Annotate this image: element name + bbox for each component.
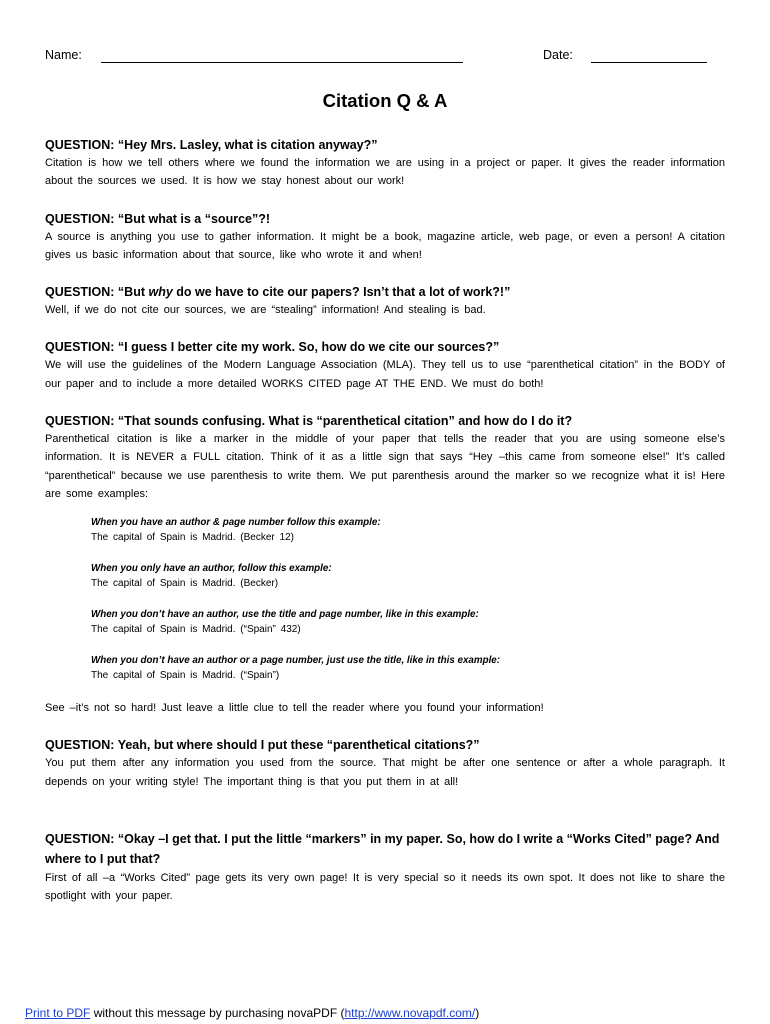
- question-2: QUESTION: “But what is a “source”?!: [45, 211, 271, 226]
- qa-block-2: [45, 210, 725, 265]
- footer-message: without this message by purchasing novaPDF (: [90, 1006, 345, 1020]
- date-blank-line: [591, 62, 707, 63]
- example-4-heading: When you don’t have an author or a page number, just use the title, like in this example:: [91, 655, 500, 667]
- document-body: [45, 136, 725, 924]
- novapdf-url-link[interactable]: http://www.novapdf.com/: [344, 1006, 476, 1020]
- example-3: [91, 607, 725, 638]
- example-2: [91, 561, 725, 592]
- answer-6: You put them after any information you used from the source. That might be after one sentence or after a whole paragraph. It depends on your writing style! The important thing is that you put them in at all!: [45, 757, 725, 788]
- example-2-heading: When you only have an author, follow this example:: [91, 563, 332, 575]
- qa-block-4: [45, 338, 725, 393]
- example-1-heading: When you have an author & page number follow this example:: [91, 517, 381, 529]
- print-to-pdf-link[interactable]: Print to PDF: [25, 1006, 91, 1020]
- date-label: Date:: [543, 48, 573, 62]
- name-date-header: [45, 48, 725, 68]
- answer-4: We will use the guidelines of the Modern Language Association (MLA). They tell us to use “parenthetical citation” in the BODY of our paper and to include a more detailed WORKS CITED page AT THE END. We must do both!: [45, 359, 725, 390]
- question-4: QUESTION: “I guess I better cite my work. So, how do we cite our sources?”: [45, 340, 500, 355]
- answer-2: A source is anything you use to gather information. It might be a book, magazine article, web page, or even a person! A citation gives us basic information about that source, like who wrote it and when!: [45, 230, 725, 261]
- example-4-text: The capital of Spain is Madrid. (“Spain”): [91, 670, 280, 682]
- name-label: Name:: [45, 48, 82, 62]
- answer-5: Parenthetical citation is like a marker in the middle of your paper that tells the reader that you are using someone else’s information. It is NEVER a FULL citation. Think of it as a little sign that says “Hey –this came from someone else!” It’s called “parenthetical” because we use parenthesis to write them. We put parenthesis around the marker so we recognize what it is! Here are some examples:: [45, 433, 725, 500]
- question-3: [45, 283, 725, 301]
- example-3-heading: When you don’t have an author, use the title and page number, like in this example:: [91, 609, 479, 621]
- answer-1: Citation is how we tell others where we found the information we are using in a project or paper. It gives the reader information about the sources we used. It is how we stay honest about our work!: [45, 157, 725, 188]
- question-7: QUESTION: “Okay –I get that. I put the little “markers” in my paper. So, how do I write a “Works Cited” page? And where to I put that?: [45, 831, 720, 866]
- example-1-text: The capital of Spain is Madrid. (Becker 12): [91, 532, 294, 544]
- question-3-suffix: do we have to cite our papers? Isn’t that a lot of work?!”: [172, 285, 511, 300]
- qa-block-6: [45, 736, 725, 791]
- example-3-text: The capital of Spain is Madrid. (“Spain” 432): [91, 624, 301, 636]
- example-2-text: The capital of Spain is Madrid. (Becker): [91, 578, 279, 590]
- answer-7: First of all –a “Works Cited” page gets its very own page! It is very special so it needs its own spot. It does not like to share the spotlight with your paper.: [45, 871, 725, 903]
- qa-block-7: [45, 829, 725, 906]
- name-blank-line: [101, 62, 463, 63]
- question-3-prefix: QUESTION: “But: [45, 285, 149, 300]
- question-5: QUESTION: “That sounds confusing. What is “parenthetical citation” and how do I do it?: [45, 414, 573, 429]
- qa-block-5: [45, 412, 725, 503]
- page-title: Citation Q & A: [322, 90, 448, 111]
- example-1: [91, 515, 725, 546]
- qa-block-3: [45, 283, 725, 319]
- qa-block-1: [45, 136, 725, 191]
- question-1: QUESTION: “Hey Mrs. Lasley, what is citation anyway?”: [45, 138, 378, 152]
- examples-list: [91, 515, 725, 684]
- answer-3: Well, if we do not cite our sources, we are “stealing” information! And stealing is bad.: [45, 304, 486, 317]
- example-4: [91, 653, 725, 684]
- footer-close-paren: ): [475, 1006, 480, 1020]
- examples-conclusion: See –it’s not so hard! Just leave a little clue to tell the reader where you found your information!: [45, 702, 544, 715]
- question-3-emphasis: why: [148, 285, 173, 300]
- novapdf-footer: [25, 1005, 479, 1021]
- question-6: QUESTION: Yeah, but where should I put these “parenthetical citations?”: [45, 738, 480, 753]
